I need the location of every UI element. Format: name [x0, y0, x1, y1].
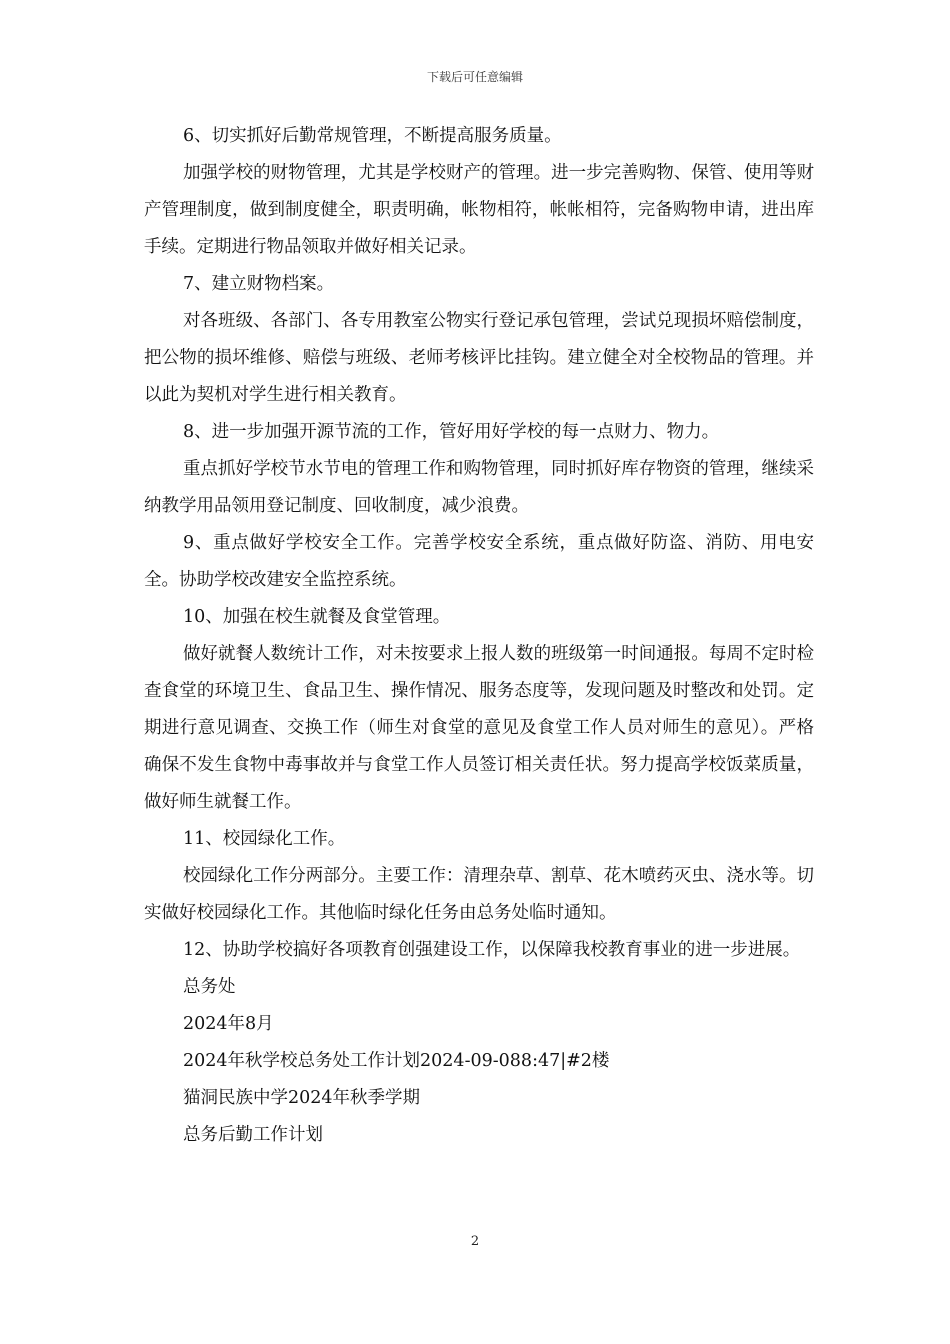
- paragraph: 重点抓好学校节水节电的管理工作和购物管理，同时抓好库存物资的管理，继续采纳教学用品领用登记制度、回收制度，减少浪费。: [144, 459, 814, 516]
- document-body: [144, 118, 814, 1154]
- page-number: 2: [470, 1234, 480, 1249]
- paragraph: 校园绿化工作分两部分。主要工作：清理杂草、割草、花木喷药灭虫、浇水等。切实做好校园绿化工作。其他临时绿化任务由总务处临时通知。: [144, 866, 814, 923]
- paragraph: 做好就餐人数统计工作，对未按要求上报人数的班级第一时间通报。每周不定时检查食堂的环境卫生、食品卫生、操作情况、服务态度等，发现问题及时整改和处罚。定期进行意见调查、交换工作（师生对食堂的意见及食堂工作人员对师生的意见）。严格确保不发生食物中毒事故并与食堂工作人员签订相关责任状。努力提高学校饭菜质量，做好师生就餐工作。: [144, 644, 814, 812]
- paragraph: 总务后勤工作计划: [183, 1125, 323, 1145]
- paragraph: 6、切实抓好后勤常规管理，不断提高服务质量。: [183, 126, 562, 146]
- paragraph: 猫洞民族中学2024年秋季学期: [183, 1088, 421, 1108]
- paragraph: 11、校园绿化工作。: [183, 829, 346, 849]
- paragraph: 2024年秋学校总务处工作计划2024-09-088:47|#2楼: [183, 1051, 610, 1071]
- page-header: 下载后可任意编辑: [426, 70, 523, 84]
- paragraph: 8、进一步加强开源节流的工作，管好用好学校的每一点财力、物力。: [183, 422, 720, 442]
- paragraph: 7、建立财物档案。: [183, 274, 335, 294]
- paragraph: 12、协助学校搞好各项教育创强建设工作，以保障我校教育事业的进一步进展。: [183, 940, 801, 960]
- paragraph: 10、加强在校生就餐及食堂管理。: [183, 607, 451, 627]
- paragraph: 9、重点做好学校安全工作。完善学校安全系统，重点做好防盗、消防、用电安全。协助学校改建安全监控系统。: [144, 533, 814, 590]
- signature-date: 2024年8月: [183, 1014, 274, 1034]
- paragraph: 加强学校的财物管理，尤其是学校财产的管理。进一步完善购物、保管、使用等财产管理制度，做到制度健全，职责明确，帐物相符，帐帐相符，完备购物申请，进出库手续。定期进行物品领取并做好相关记录。: [144, 163, 814, 257]
- signature-department: 总务处: [183, 977, 236, 997]
- paragraph: 对各班级、各部门、各专用教室公物实行登记承包管理，尝试兑现损坏赔偿制度，把公物的损坏维修、赔偿与班级、老师考核评比挂钩。建立健全对全校物品的管理。并以此为契机对学生进行相关教育。: [144, 311, 814, 405]
